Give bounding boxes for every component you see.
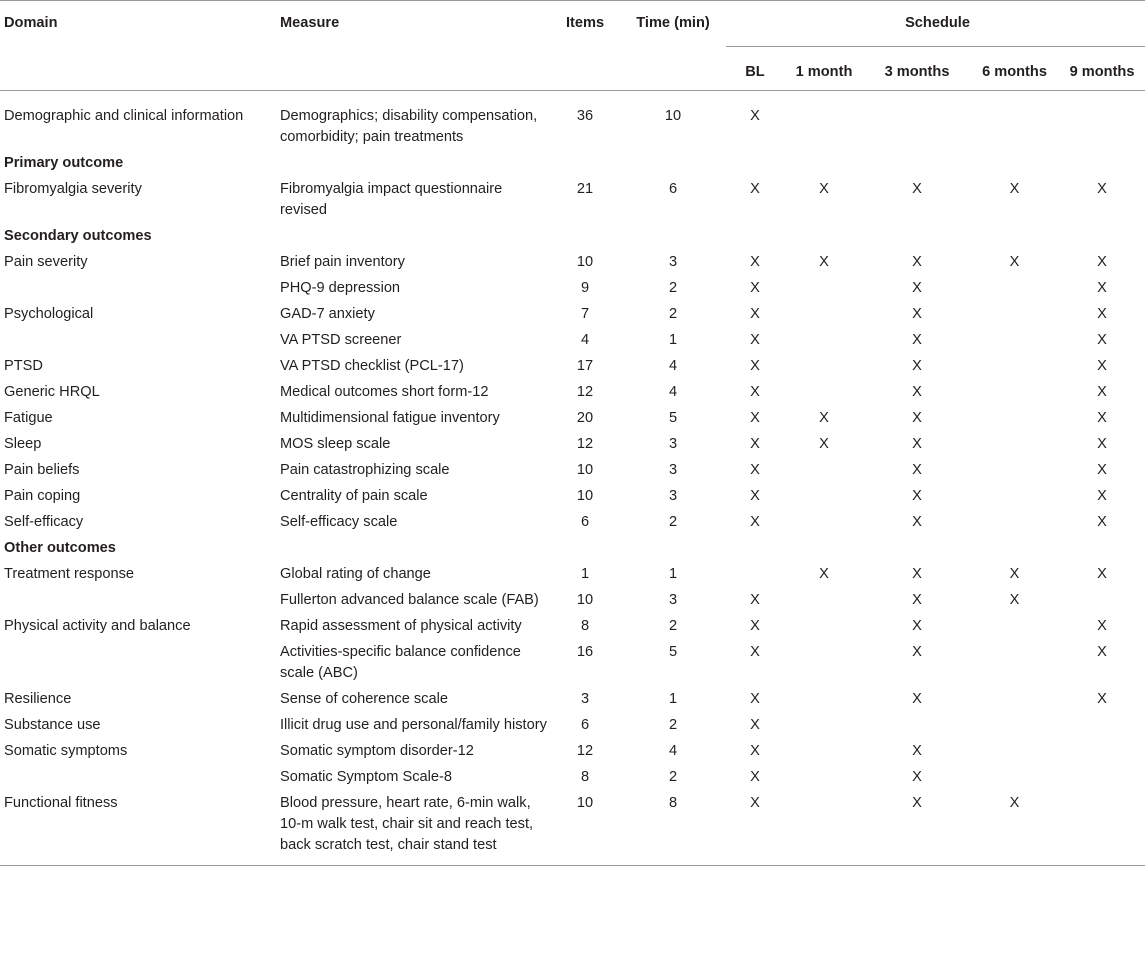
items-cell: 10 <box>576 488 594 504</box>
month9-cell: X <box>1097 280 1107 296</box>
month1-cell <box>784 380 864 406</box>
time-cell: 8 <box>668 795 678 811</box>
month3-cell: X <box>912 280 922 296</box>
month1-cell: X <box>819 566 829 582</box>
bl-cell: X <box>750 618 760 634</box>
items-cell: 9 <box>580 280 590 296</box>
items-cell: 12 <box>576 743 594 759</box>
measure-cell: Somatic symptom disorder-12 <box>280 743 474 759</box>
month6-cell <box>970 302 1059 328</box>
bl-cell: X <box>750 644 760 660</box>
measure-cell: Somatic Symptom Scale-8 <box>280 769 452 785</box>
bl-cell: X <box>750 108 760 124</box>
month3-header: 3 months <box>884 64 950 80</box>
table-header <box>0 1 1145 91</box>
bl-cell: X <box>750 332 760 348</box>
month3-cell: X <box>912 384 922 400</box>
month3-cell: X <box>912 618 922 634</box>
time-cell: 10 <box>664 108 682 124</box>
month9-cell <box>1059 765 1145 791</box>
month3-cell: X <box>912 644 922 660</box>
measure-cell: Activities-specific balance confidence scale (ABC) <box>280 644 521 681</box>
measure-cell: Demographics; disability compensation, comorbidity; pain treatments <box>280 108 538 145</box>
items-cell: 10 <box>576 795 594 811</box>
table-row <box>0 250 1145 276</box>
month6-header: 6 months <box>982 64 1047 80</box>
items-cell: 12 <box>576 384 594 400</box>
table-row <box>0 458 1145 484</box>
month3-cell <box>864 91 970 152</box>
time-cell: 4 <box>668 358 678 374</box>
items-cell: 17 <box>576 358 594 374</box>
schedule-header: Schedule <box>726 1 1145 47</box>
measure-cell: Illicit drug use and personal/family history <box>280 717 547 733</box>
measure-cell: GAD-7 anxiety <box>280 306 375 322</box>
month6-cell: X <box>1009 592 1020 608</box>
table-row <box>0 432 1145 458</box>
month9-cell: X <box>1097 462 1107 478</box>
month9-cell: X <box>1097 358 1107 374</box>
time-cell: 2 <box>668 306 678 322</box>
domain-cell: Pain coping <box>4 488 81 504</box>
month1-cell <box>784 614 864 640</box>
month6-cell <box>970 713 1059 739</box>
bl-cell: X <box>750 181 760 197</box>
domain-cell <box>0 328 276 354</box>
time-cell: 2 <box>668 618 678 634</box>
domain-cell: Resilience <box>4 691 72 707</box>
section-row <box>0 151 1145 177</box>
measure-cell: PHQ-9 depression <box>280 280 401 296</box>
month3-cell: X <box>912 566 922 582</box>
month9-cell: X <box>1097 644 1107 660</box>
table-row <box>0 484 1145 510</box>
items-cell: 6 <box>580 717 590 733</box>
month6-cell <box>970 406 1059 432</box>
time-cell: 2 <box>668 514 678 530</box>
table-row <box>0 406 1145 432</box>
month1-cell: X <box>819 410 829 426</box>
table-row <box>0 380 1145 406</box>
month1-cell <box>784 739 864 765</box>
month9-cell: X <box>1097 488 1107 504</box>
table-row <box>0 713 1145 739</box>
measure-cell: Sense of coherence scale <box>280 691 448 707</box>
month1-header: 1 month <box>795 64 853 80</box>
month6-cell: X <box>1009 254 1020 270</box>
bl-cell: X <box>750 743 760 759</box>
month3-cell: X <box>912 410 922 426</box>
month1-cell <box>784 687 864 713</box>
month3-cell: X <box>912 181 922 197</box>
month6-cell <box>970 380 1059 406</box>
domain-cell <box>0 765 276 791</box>
table-row <box>0 354 1145 380</box>
bl-cell: X <box>750 514 760 530</box>
month3-cell: X <box>912 514 922 530</box>
month1-cell <box>784 640 864 687</box>
month1-cell <box>784 510 864 536</box>
month3-cell: X <box>912 358 922 374</box>
domain-cell <box>0 588 276 614</box>
month1-cell <box>784 588 864 614</box>
items-header: Items <box>565 15 605 31</box>
bl-cell: X <box>750 384 760 400</box>
month3-cell: X <box>912 769 922 785</box>
month9-cell <box>1059 588 1145 614</box>
table-row <box>0 302 1145 328</box>
time-cell: 3 <box>668 488 678 504</box>
month1-cell <box>784 276 864 302</box>
measure-cell: Multidimensional fatigue inventory <box>280 410 500 426</box>
table-row <box>0 510 1145 536</box>
month6-cell: X <box>1009 181 1020 197</box>
time-cell: 3 <box>668 254 678 270</box>
bl-cell: X <box>750 795 760 811</box>
month6-cell <box>970 614 1059 640</box>
month9-cell: X <box>1097 436 1107 452</box>
domain-cell: Substance use <box>4 717 101 733</box>
month1-cell <box>784 328 864 354</box>
month9-cell: X <box>1097 618 1107 634</box>
bl-cell: X <box>750 358 760 374</box>
domain-cell: Sleep <box>4 436 42 452</box>
month9-cell: X <box>1097 410 1107 426</box>
table-row <box>0 91 1145 152</box>
month1-cell <box>784 302 864 328</box>
measure-cell: Self-efficacy scale <box>280 514 398 530</box>
section-title: Secondary outcomes <box>4 228 152 244</box>
month9-cell <box>1059 91 1145 152</box>
items-cell: 12 <box>576 436 594 452</box>
domain-cell <box>0 640 276 687</box>
measure-cell: Brief pain inventory <box>280 254 405 270</box>
table-row <box>0 765 1145 791</box>
month1-cell <box>784 484 864 510</box>
month3-cell: X <box>912 254 922 270</box>
items-cell: 36 <box>576 108 594 124</box>
measure-cell: Pain catastrophizing scale <box>280 462 450 478</box>
measure-cell: VA PTSD screener <box>280 332 402 348</box>
month3-cell: X <box>912 691 922 707</box>
month6-cell <box>970 354 1059 380</box>
month3-cell: X <box>912 462 922 478</box>
month9-cell: X <box>1097 332 1107 348</box>
month6-cell <box>970 432 1059 458</box>
month1-cell: X <box>819 436 829 452</box>
month9-cell: X <box>1097 384 1107 400</box>
month3-cell: X <box>912 795 922 811</box>
month9-cell: X <box>1097 181 1107 197</box>
month9-header: 9 months <box>1069 64 1135 80</box>
month6-cell <box>970 640 1059 687</box>
section-row <box>0 224 1145 250</box>
measure-cell: MOS sleep scale <box>280 436 391 452</box>
table-row <box>0 276 1145 302</box>
measure-cell: Blood pressure, heart rate, 6-min walk, 10-m walk test, chair sit and reach test, back scratch test, chair stand test <box>280 795 534 853</box>
month9-cell <box>1059 739 1145 765</box>
measure-cell: Global rating of change <box>280 566 431 582</box>
section-title: Primary outcome <box>4 155 124 171</box>
month6-cell <box>970 328 1059 354</box>
bl-cell: X <box>750 592 760 608</box>
domain-cell: Pain beliefs <box>4 462 80 478</box>
table-row <box>0 328 1145 354</box>
time-cell: 2 <box>668 280 678 296</box>
items-cell: 1 <box>580 566 590 582</box>
month9-cell: X <box>1097 514 1107 530</box>
items-cell: 21 <box>576 181 594 197</box>
month1-cell <box>784 713 864 739</box>
month3-cell: X <box>912 332 922 348</box>
month3-cell: X <box>912 743 922 759</box>
month6-cell <box>970 765 1059 791</box>
month6-cell: X <box>1009 795 1020 811</box>
domain-cell: Fibromyalgia severity <box>4 181 142 197</box>
items-cell: 20 <box>576 410 594 426</box>
domain-cell: Somatic symptoms <box>4 743 128 759</box>
time-cell: 4 <box>668 384 678 400</box>
month3-cell: X <box>912 436 922 452</box>
header-row <box>0 1 1145 47</box>
table-row <box>0 588 1145 614</box>
domain-cell: Physical activity and balance <box>4 618 191 634</box>
time-cell: 3 <box>668 592 678 608</box>
domain-cell: PTSD <box>4 358 43 374</box>
table-row <box>0 614 1145 640</box>
section-title: Other outcomes <box>4 540 116 556</box>
time-cell: 3 <box>668 436 678 452</box>
measure-cell: Medical outcomes short form-12 <box>280 384 489 400</box>
bl-cell: X <box>750 436 760 452</box>
items-cell: 10 <box>576 254 594 270</box>
month9-cell: X <box>1097 566 1107 582</box>
bl-cell: X <box>750 306 760 322</box>
measure-cell: Rapid assessment of physical activity <box>280 618 522 634</box>
time-cell: 5 <box>668 410 678 426</box>
table-row <box>0 791 1145 866</box>
month1-cell <box>784 791 864 866</box>
month1-cell: X <box>819 254 829 270</box>
month3-cell: X <box>912 306 922 322</box>
measure-cell: VA PTSD checklist (PCL-17) <box>280 358 464 374</box>
domain-cell: Treatment response <box>4 566 135 582</box>
month3-cell: X <box>912 592 922 608</box>
month6-cell <box>970 91 1059 152</box>
items-cell: 10 <box>576 592 594 608</box>
domain-cell: Psychological <box>4 306 94 322</box>
month9-cell: X <box>1097 254 1107 270</box>
items-cell: 10 <box>576 462 594 478</box>
bl-cell: X <box>750 410 760 426</box>
bl-cell: X <box>750 769 760 785</box>
bl-header: BL <box>745 64 765 80</box>
month6-cell <box>970 276 1059 302</box>
table-body <box>0 91 1145 866</box>
measure-cell: Fibromyalgia impact questionnaire revised <box>280 181 503 218</box>
table-row <box>0 562 1145 588</box>
time-cell: 4 <box>668 743 678 759</box>
month6-cell: X <box>1009 566 1020 582</box>
month3-cell <box>864 713 970 739</box>
time-cell: 1 <box>668 332 678 348</box>
month1-cell <box>784 765 864 791</box>
table-row <box>0 177 1145 224</box>
domain-cell: Demographic and clinical information <box>4 108 244 124</box>
month6-cell <box>970 458 1059 484</box>
month1-cell <box>784 354 864 380</box>
time-cell: 2 <box>668 769 678 785</box>
items-cell: 3 <box>580 691 590 707</box>
items-cell: 4 <box>580 332 590 348</box>
month9-cell: X <box>1097 306 1107 322</box>
items-cell: 8 <box>580 618 590 634</box>
domain-cell: Functional fitness <box>4 795 118 811</box>
bl-cell: X <box>750 254 760 270</box>
month1-cell: X <box>819 181 829 197</box>
items-cell: 7 <box>580 306 590 322</box>
measure-header: Measure <box>280 15 340 31</box>
table-row <box>0 687 1145 713</box>
bl-cell: X <box>750 717 760 733</box>
bl-cell: X <box>750 462 760 478</box>
domain-cell: Self-efficacy <box>4 514 84 530</box>
time-header: Time (min) <box>636 15 710 31</box>
time-cell: 3 <box>668 462 678 478</box>
section-row <box>0 536 1145 562</box>
bl-cell <box>726 562 784 588</box>
bl-cell: X <box>750 691 760 707</box>
domain-cell: Fatigue <box>4 410 53 426</box>
time-cell: 2 <box>668 717 678 733</box>
table-row <box>0 640 1145 687</box>
bl-cell: X <box>750 280 760 296</box>
items-cell: 16 <box>576 644 594 660</box>
domain-header: Domain <box>4 15 58 31</box>
measure-cell: Centrality of pain scale <box>280 488 428 504</box>
month6-cell <box>970 510 1059 536</box>
month6-cell <box>970 484 1059 510</box>
measure-cell: Fullerton advanced balance scale (FAB) <box>280 592 539 608</box>
time-cell: 1 <box>668 691 678 707</box>
month3-cell: X <box>912 488 922 504</box>
time-cell: 1 <box>668 566 678 582</box>
month1-cell <box>784 91 864 152</box>
domain-cell: Generic HRQL <box>4 384 100 400</box>
items-cell: 6 <box>580 514 590 530</box>
month9-cell: X <box>1097 691 1107 707</box>
month6-cell <box>970 739 1059 765</box>
time-cell: 6 <box>668 181 678 197</box>
time-cell: 5 <box>668 644 678 660</box>
month9-cell <box>1059 713 1145 739</box>
month9-cell <box>1059 791 1145 866</box>
domain-cell: Pain severity <box>4 254 88 270</box>
table-row <box>0 739 1145 765</box>
bl-cell: X <box>750 488 760 504</box>
month1-cell <box>784 458 864 484</box>
domain-cell <box>0 276 276 302</box>
month6-cell <box>970 687 1059 713</box>
items-cell: 8 <box>580 769 590 785</box>
